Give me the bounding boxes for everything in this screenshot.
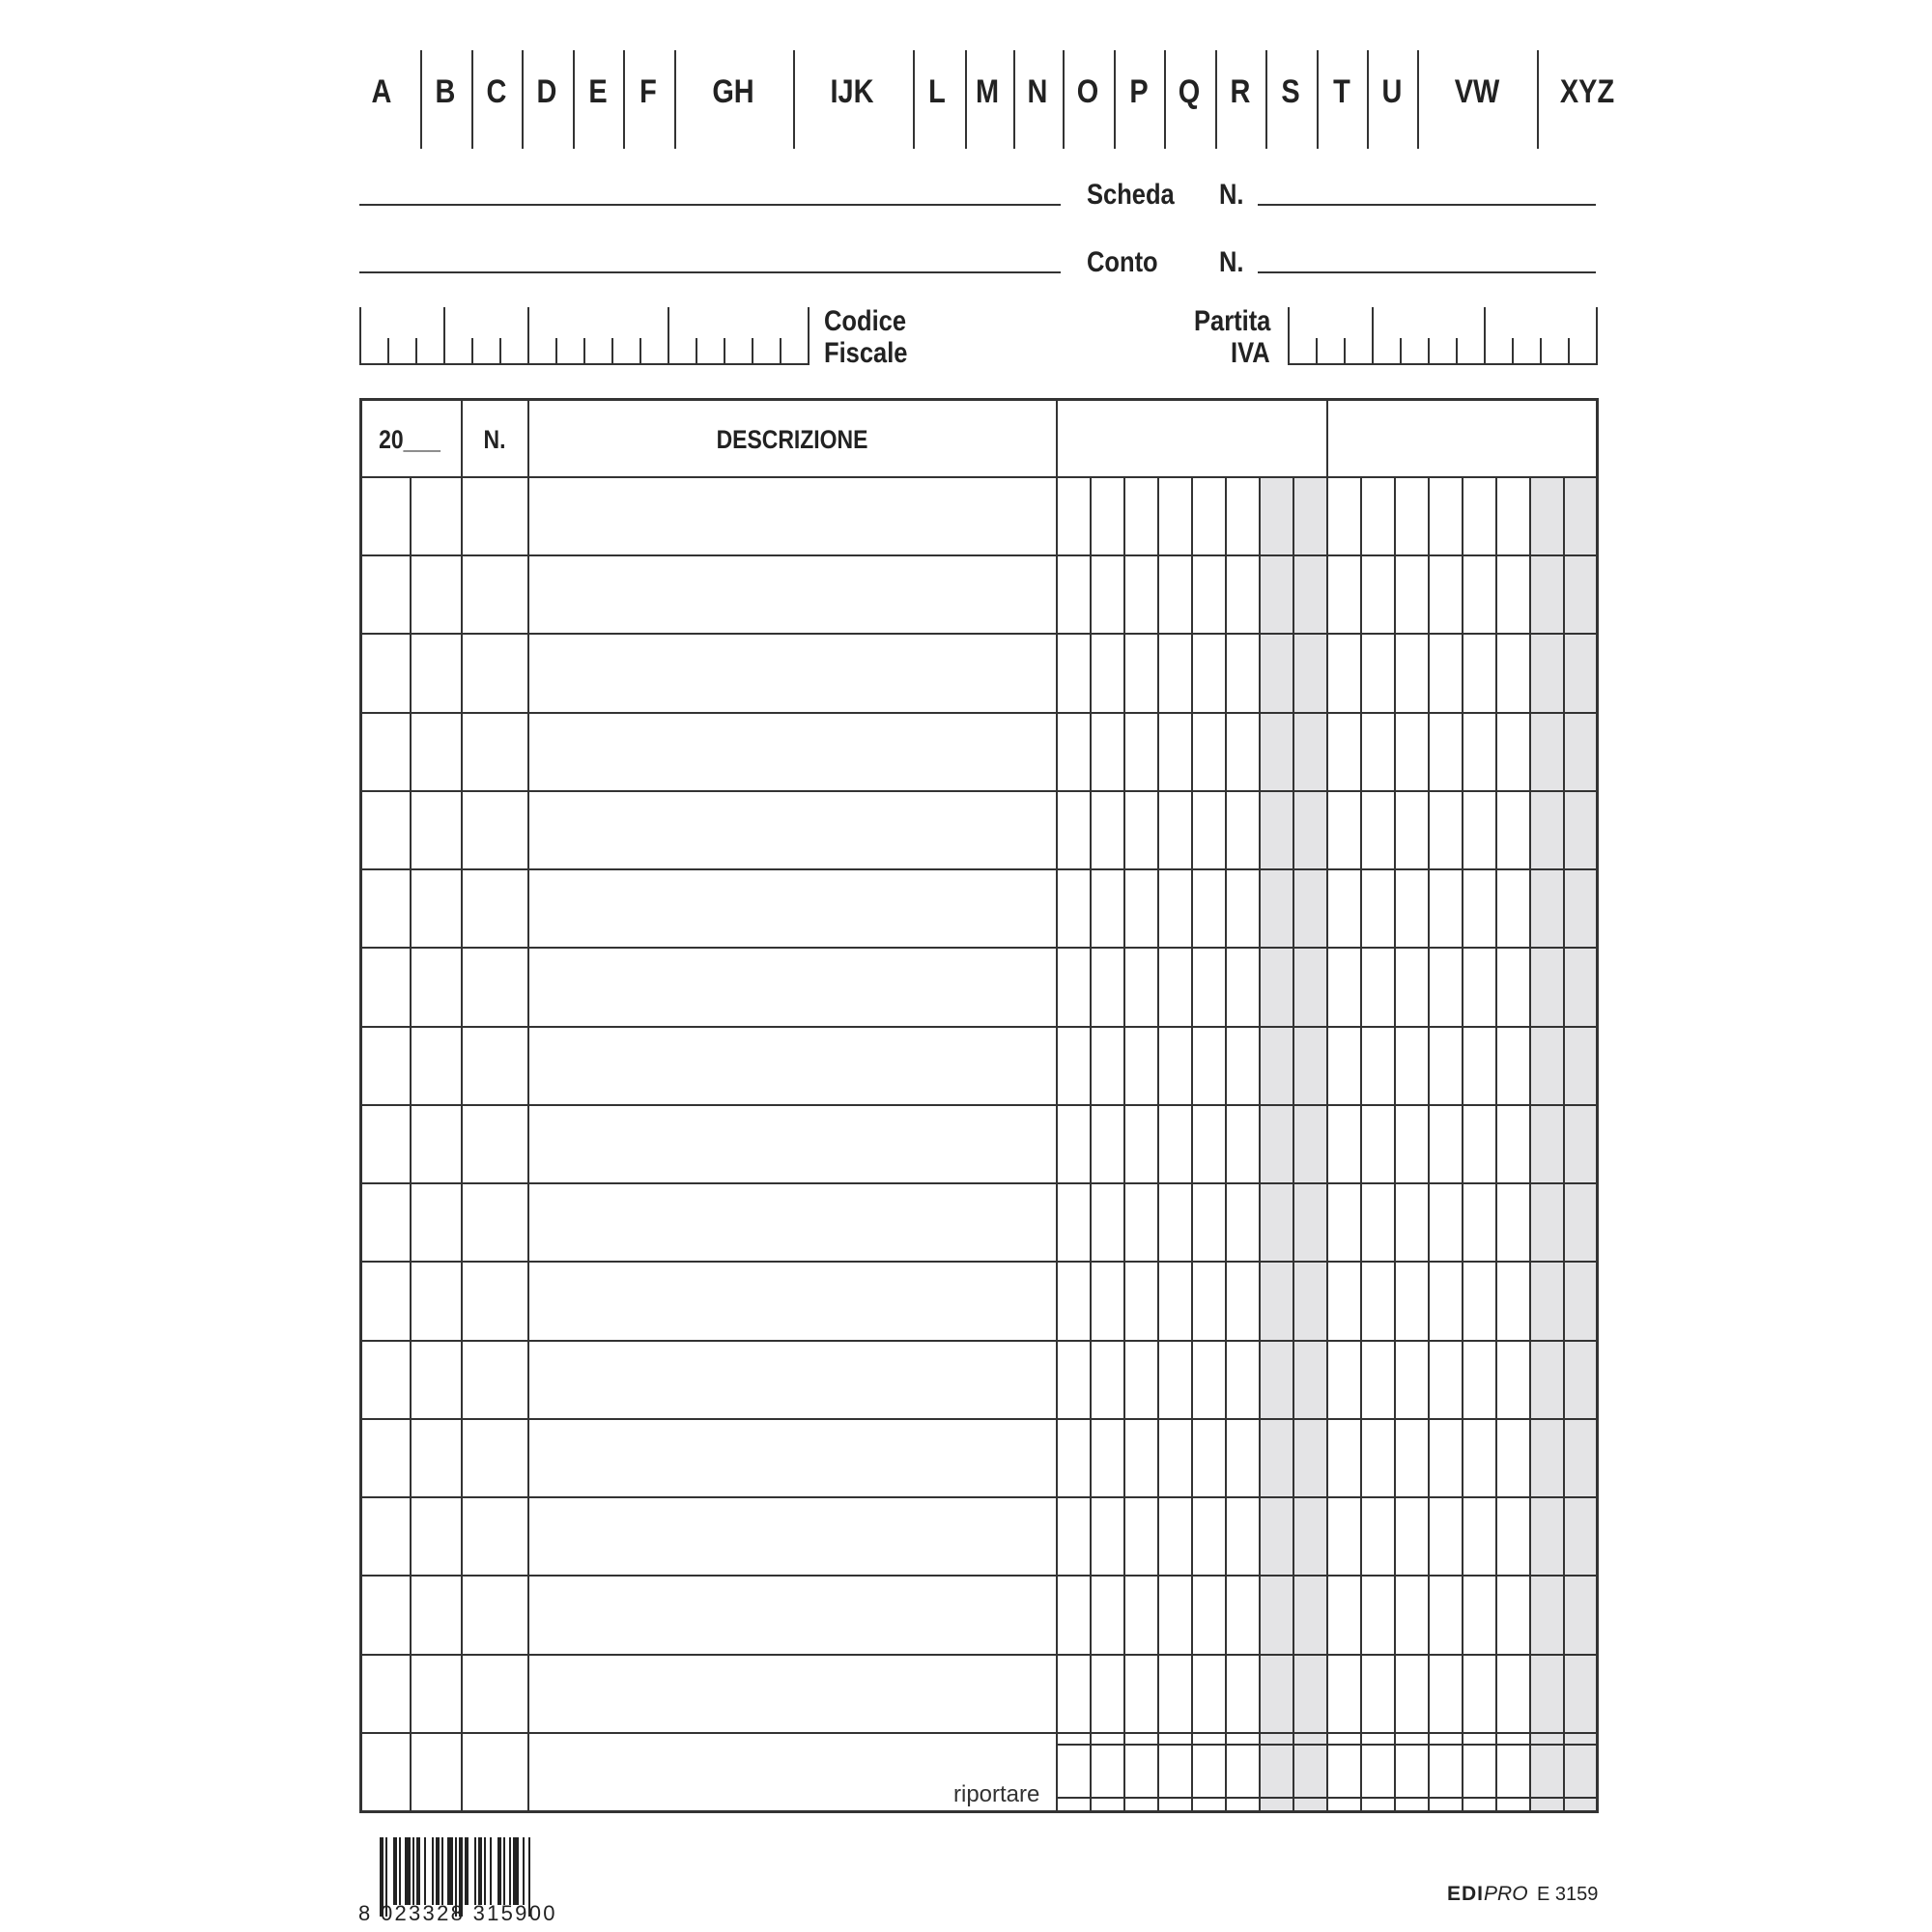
name-line-2[interactable]: [359, 271, 1061, 273]
comb-tick: [724, 338, 725, 363]
index-separator: [965, 50, 967, 149]
comb-baseline: [1288, 363, 1598, 365]
table-row[interactable]: [359, 712, 1596, 790]
conto-n-label: N.: [1219, 246, 1244, 278]
index-separator: [623, 50, 625, 149]
barcode-bar: [474, 1837, 476, 1905]
barcode-bar: [513, 1837, 519, 1905]
barcode-bar: [399, 1837, 401, 1905]
comb-tick: [1456, 338, 1458, 363]
barcode-bar: [503, 1837, 505, 1905]
table-row[interactable]: [359, 1340, 1596, 1418]
index-separator: [793, 50, 795, 149]
brand-edi: EDI: [1447, 1883, 1485, 1905]
index-separator: [1063, 50, 1065, 149]
index-letter-o[interactable]: O: [1076, 73, 1099, 110]
table-row[interactable]: [359, 1418, 1596, 1496]
barcode-bar: [393, 1837, 397, 1905]
table-row[interactable]: [359, 947, 1596, 1025]
index-letter-p[interactable]: P: [1129, 73, 1149, 110]
index-separator: [1114, 50, 1116, 149]
comb-tick: [415, 338, 417, 363]
index-separator: [1537, 50, 1539, 149]
table-row[interactable]: [359, 1182, 1596, 1261]
table-row[interactable]: [359, 1575, 1596, 1653]
barcode-bar: [447, 1837, 453, 1905]
comb-tick: [1596, 307, 1598, 363]
comb-tick: [1428, 338, 1430, 363]
riportare-label: riportare: [953, 1781, 1040, 1807]
scheda-n-label: N.: [1219, 179, 1244, 211]
index-letter-f[interactable]: F: [639, 73, 657, 110]
description-column-header: DESCRIZIONE: [716, 425, 868, 454]
barcode-bar: [436, 1837, 440, 1905]
comb-tick: [555, 338, 557, 363]
barcode-bar: [465, 1837, 469, 1905]
comb-tick: [471, 338, 473, 363]
barcode-bar: [523, 1837, 525, 1905]
comb-tick: [583, 338, 585, 363]
comb-tick: [1372, 307, 1374, 363]
comb-tick: [499, 338, 501, 363]
index-letter-vw[interactable]: VW: [1454, 73, 1500, 110]
index-separator: [522, 50, 524, 149]
brand-pro: PRO: [1484, 1883, 1528, 1905]
comb-tick: [611, 338, 613, 363]
barcode-bar: [424, 1837, 426, 1905]
index-letter-c[interactable]: C: [486, 73, 507, 110]
table-row[interactable]: [359, 554, 1596, 633]
partita-iva-label-line2: IVA: [1231, 337, 1270, 369]
comb-tick: [1540, 338, 1542, 363]
comb-tick: [387, 338, 389, 363]
comb-tick: [668, 307, 669, 363]
scheda-number-field[interactable]: [1258, 204, 1596, 206]
index-letter-xyz[interactable]: XYZ: [1559, 73, 1615, 110]
index-letter-n[interactable]: N: [1027, 73, 1048, 110]
index-letter-a[interactable]: A: [371, 73, 392, 110]
index-separator: [471, 50, 473, 149]
comb-tick: [1568, 338, 1570, 363]
index-letter-l[interactable]: L: [928, 73, 946, 110]
barcode-bar: [412, 1837, 414, 1905]
index-letter-ijk[interactable]: IJK: [830, 73, 874, 110]
comb-baseline: [359, 363, 810, 365]
index-letter-gh[interactable]: GH: [712, 73, 754, 110]
comb-tick: [1288, 307, 1290, 363]
comb-tick: [780, 338, 781, 363]
comb-tick: [527, 307, 529, 363]
index-separator: [1265, 50, 1267, 149]
table-row[interactable]: [359, 1654, 1596, 1732]
product-code: E 3159: [1537, 1884, 1599, 1905]
comb-tick: [1344, 338, 1346, 363]
conto-label: Conto: [1087, 246, 1158, 278]
index-separator: [1367, 50, 1369, 149]
name-line-1[interactable]: [359, 204, 1061, 206]
barcode-bar: [490, 1837, 492, 1905]
comb-tick: [808, 307, 810, 363]
comb-tick: [359, 307, 361, 363]
index-separator: [674, 50, 676, 149]
index-separator: [1417, 50, 1419, 149]
comb-tick: [1316, 338, 1318, 363]
codice-fiscale-label-line2: Fiscale: [824, 337, 908, 369]
table-row[interactable]: [359, 1261, 1596, 1339]
barcode-bar: [416, 1837, 420, 1905]
conto-number-field[interactable]: [1258, 271, 1596, 273]
index-separator: [573, 50, 575, 149]
table-row[interactable]: [359, 1026, 1596, 1104]
comb-tick: [752, 338, 753, 363]
table-row[interactable]: [359, 1104, 1596, 1182]
comb-tick: [443, 307, 445, 363]
barcode-bar: [432, 1837, 434, 1905]
comb-tick: [696, 338, 697, 363]
index-separator: [1215, 50, 1217, 149]
comb-tick: [1400, 338, 1402, 363]
index-letter-d[interactable]: D: [536, 73, 557, 110]
comb-tick: [1512, 338, 1514, 363]
comb-tick: [639, 338, 641, 363]
barcode-bar: [484, 1837, 486, 1905]
table-row[interactable]: [359, 868, 1596, 947]
brand-logo: [1447, 1884, 1528, 1904]
index-separator: [913, 50, 915, 149]
codice-fiscale-label-line1: Codice: [824, 305, 907, 337]
index-letter-t[interactable]: T: [1333, 73, 1350, 110]
barcode-bar: [405, 1837, 411, 1905]
index-separator: [1164, 50, 1166, 149]
comb-tick: [1484, 307, 1486, 363]
index-separator: [1013, 50, 1015, 149]
index-letter-b[interactable]: B: [435, 73, 456, 110]
scheda-label: Scheda: [1087, 179, 1175, 211]
index-separator: [1317, 50, 1319, 149]
barcode-bar: [478, 1837, 482, 1905]
index-letter-r[interactable]: R: [1230, 73, 1251, 110]
index-letter-s[interactable]: S: [1281, 73, 1300, 110]
index-separator: [420, 50, 422, 149]
year-column-header: 20___: [379, 425, 440, 454]
partita-iva-label-line1: Partita: [1194, 305, 1271, 337]
barcode-number: 8 023328 315900: [358, 1901, 557, 1925]
number-column-header: N.: [483, 425, 506, 454]
table-row[interactable]: [359, 790, 1596, 868]
barcode-bar: [509, 1837, 511, 1905]
table-row[interactable]: [359, 633, 1596, 711]
barcode-bar: [441, 1837, 443, 1905]
index-letter-q[interactable]: Q: [1178, 73, 1201, 110]
table-row[interactable]: [359, 1496, 1596, 1575]
barcode-bar: [497, 1837, 501, 1905]
index-letter-m[interactable]: M: [975, 73, 1000, 110]
index-letter-e[interactable]: E: [588, 73, 608, 110]
index-letter-u[interactable]: U: [1381, 73, 1403, 110]
table-row[interactable]: [359, 476, 1596, 554]
